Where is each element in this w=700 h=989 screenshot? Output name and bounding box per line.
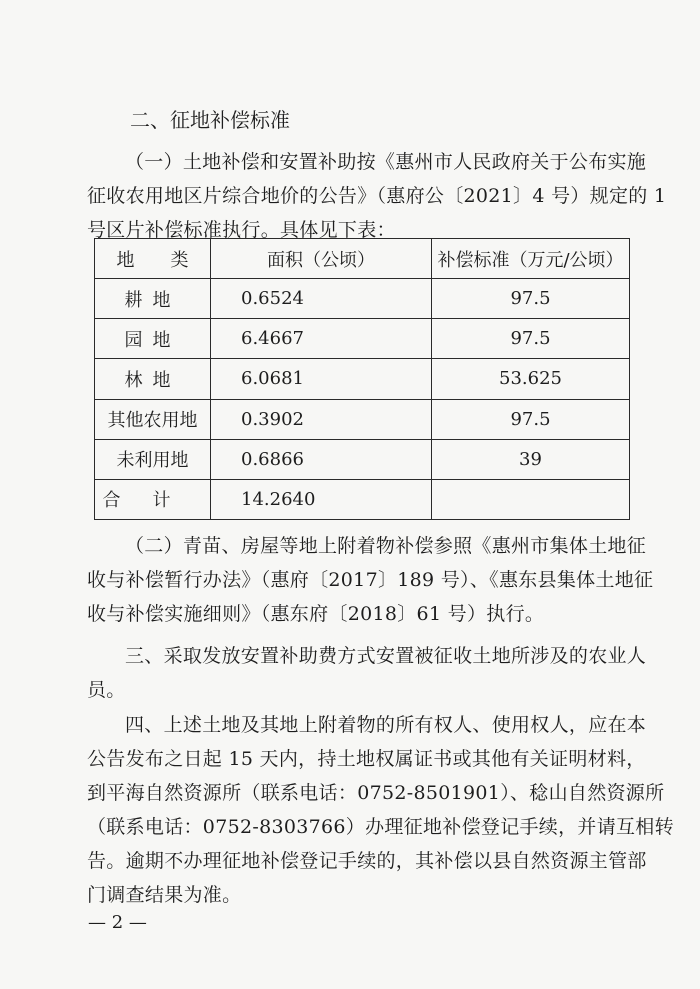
cell-area: 0.6524 xyxy=(211,279,432,319)
cell-area: 6.0681 xyxy=(211,359,432,399)
section-heading: 二、征地补偿标准 xyxy=(130,108,290,132)
header-area: 面积（公顷） xyxy=(211,239,432,279)
compensation-table xyxy=(94,238,630,520)
cell-type: 林地 xyxy=(95,359,211,399)
cell-type: 其他农用地 xyxy=(95,399,211,439)
para4-line-1: 四、上述土地及其地上附着物的所有权人、使用权人，应在本 xyxy=(125,714,647,736)
para4-line-5: 告。逾期不办理征地补偿登记手续的，其补偿以县自然资源主管部 xyxy=(87,850,647,872)
page-number: — 2 — xyxy=(88,912,147,933)
para3-line-1: 三、采取发放安置补助费方式安置被征收土地所涉及的农业人 xyxy=(125,645,647,667)
cell-standard: 39 xyxy=(432,439,630,479)
para4-line-3: 到平海自然资源所（联系电话：0752-8501901）、稔山自然资源所 xyxy=(87,782,665,804)
para4-line-2: 公告发布之日起 15 天内，持土地权属证书或其他有关证明材料， xyxy=(87,748,646,770)
cell-standard: 97.5 xyxy=(432,279,630,319)
cell-standard xyxy=(432,479,630,519)
cell-area: 14.2640 xyxy=(211,479,432,519)
header-standard: 补偿标准（万元/公顷） xyxy=(432,239,630,279)
table-total-row xyxy=(95,479,630,519)
cell-type: 园地 xyxy=(95,319,211,359)
para1-line-2: 征收农用地区片综合地价的公告》（惠府公〔2021〕4 号）规定的 1 xyxy=(87,185,667,207)
table-header-row xyxy=(95,239,630,279)
table-row xyxy=(95,399,630,439)
para2-line-3: 收与补偿实施细则》（惠东府〔2018〕61 号）执行。 xyxy=(87,603,545,625)
cell-standard: 97.5 xyxy=(432,319,630,359)
table-row xyxy=(95,279,630,319)
para4-line-6: 门调查结果为准。 xyxy=(87,884,242,906)
cell-type: 未利用地 xyxy=(95,439,211,479)
cell-type: 合计 xyxy=(95,479,211,519)
cell-area: 0.3902 xyxy=(211,399,432,439)
table-row xyxy=(95,359,630,399)
para1-line-3: 号区片补偿标准执行。具体见下表： xyxy=(87,219,396,241)
cell-area: 6.4667 xyxy=(211,319,432,359)
para3-line-2: 员。 xyxy=(87,679,126,701)
para4-line-4: （联系电话：0752-8303766）办理征地补偿登记手续，并请互相转 xyxy=(87,816,674,838)
para2-line-2: 收与补偿暂行办法》（惠府〔2017〕189 号）、《惠东县集体土地征 xyxy=(87,569,654,591)
cell-standard: 53.625 xyxy=(432,359,630,399)
cell-area: 0.6866 xyxy=(211,439,432,479)
table-row xyxy=(95,319,630,359)
para2-line-1: （二）青苗、房屋等地上附着物补偿参照《惠州市集体土地征 xyxy=(125,535,647,557)
para1-line-1: （一）土地补偿和安置补助按《惠州市人民政府关于公布实施 xyxy=(125,151,647,173)
table-row xyxy=(95,439,630,479)
cell-standard: 97.5 xyxy=(432,399,630,439)
cell-type: 耕地 xyxy=(95,279,211,319)
header-land-type: 地 类 xyxy=(95,239,211,279)
